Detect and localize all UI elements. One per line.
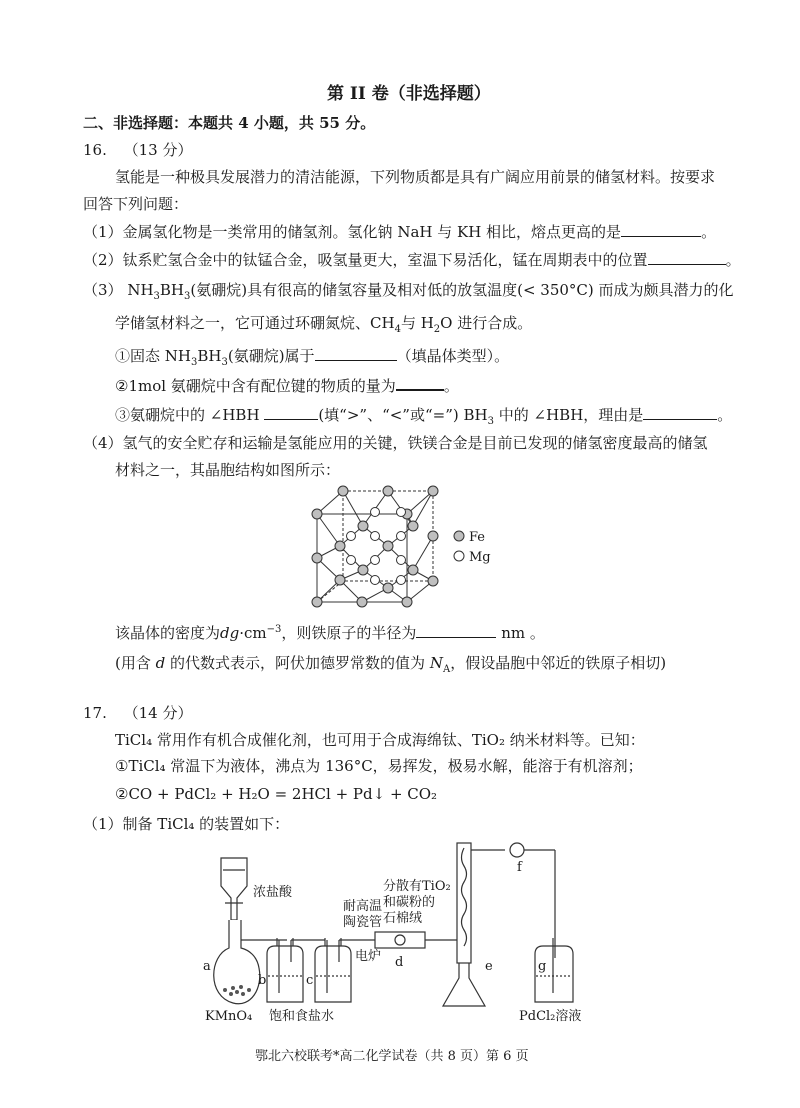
q16-part3-text-d: O 进行合成。 <box>440 314 533 332</box>
label-g: g <box>538 959 547 974</box>
q16-part3-cont: 学储氢材料之一，它可通过环硼氮烷、$CH_4$与 $H_2O$ 进行合成。 <box>115 314 533 335</box>
q16-density-b: ，则铁原子的半径为 <box>281 624 417 642</box>
apparatus-figure <box>195 838 605 1023</box>
label-brine: 饱和食盐水 <box>269 1009 335 1023</box>
q16-density-a: 该晶体的密度为 <box>115 624 221 642</box>
q17-header <box>83 703 193 723</box>
q17-known-2: ②CO + PdCl₂ + H₂O = 2HCl + Pd↓ + CO₂ <box>115 785 438 803</box>
label-tube-1: 耐高温 <box>343 899 383 914</box>
answer-blank[interactable] <box>416 622 496 638</box>
answer-blank[interactable] <box>396 374 444 391</box>
label-conc-hcl: 浓盐酸 <box>253 885 293 900</box>
q16-part3-label: （3） <box>83 281 123 299</box>
q16-part3-sub1-a: ①固态 NH <box>115 347 191 365</box>
label-f: f <box>517 860 522 875</box>
q16-density-unit: nm 。 <box>501 624 545 642</box>
q16-part3-sub3-b: (填“>”、“<”或“=”) BH <box>318 406 488 424</box>
q17-part1: （1）制备 TiCl₄ 的装置如下： <box>83 815 290 833</box>
answer-blank[interactable] <box>315 345 397 361</box>
legend-fe: Fe <box>469 530 486 545</box>
answer-blank[interactable] <box>621 221 701 237</box>
q16-header <box>83 140 193 160</box>
q16-part3-sub3-a: ③氨硼烷中的 ∠HBH <box>115 406 260 424</box>
q16-part3-sub1-c: （填晶体类型）。 <box>396 347 510 365</box>
q16-part2-text: （2）钛系贮氢合金中的钛锰合金，吸氢量更大，室温下易活化，锰在周期表中的位置 <box>83 251 648 269</box>
q16-score: （13 分） <box>123 141 193 159</box>
label-b: b <box>258 973 267 988</box>
q16-part3-text-c: 与 H <box>400 314 434 332</box>
label-furnace: 电炉 <box>355 949 382 964</box>
q16-part1: （1）金属氢化物是一类常用的储氢剂。氢化钠 NaH 与 KH 相比，熔点更高的是 。 <box>83 223 717 241</box>
q16-density: 该晶体的密度为$dg\cdot cm^{-3}$，则铁原子的半径为 nm 。 <box>115 624 545 642</box>
label-fill-3: 石棉绒 <box>383 911 423 926</box>
answer-blank[interactable] <box>643 404 717 420</box>
q17-score: （14 分） <box>123 704 193 722</box>
q16-part3-sub1: ①固态 $NH_3BH_3$(氨硼烷)属于 （填晶体类型）。 <box>115 347 510 368</box>
section-title: 第 II 卷（非选择题） <box>327 84 491 104</box>
label-c: c <box>306 973 314 988</box>
answer-blank[interactable] <box>648 249 726 265</box>
label-e: e <box>485 959 493 974</box>
q16-part2: （2）钛系贮氢合金中的钛锰合金，吸氢量更大，室温下易活化，锰在周期表中的位置 。 <box>83 251 741 269</box>
q16-note: (用含 d 的代数式表示，阿伏加德罗常数的值为 $N_A$，假设晶胞中邻近的铁原子相切) <box>115 654 667 675</box>
q16-number: 16. <box>83 141 107 159</box>
q17-intro: TiCl₄ 常用作有机合成催化剂，也可用于合成海绵钛、TiO₂ 纳米材料等。已知： <box>115 731 645 749</box>
q17-known-1: ①TiCl₄ 常温下为液体，沸点为 136°C，易挥发，极易水解，能溶于有机溶剂； <box>115 757 643 775</box>
answer-blank[interactable] <box>264 404 318 420</box>
label-d: d <box>395 955 404 970</box>
crystal-cell-figure <box>305 484 520 612</box>
q16-intro-1: 氢能是一种极具发展潜力的清洁能源，下列物质都是具有广阔应用前景的储氢材料。按要求 <box>115 168 716 186</box>
label-tube-2: 陶瓷管 <box>343 915 383 930</box>
q16-part3-sub2: ②1mol 氨硼烷中含有配位键的物质的量为 。 <box>115 374 459 396</box>
q16-part4-cont: 材料之一，其晶胞结构如图所示： <box>115 461 341 479</box>
q16-part4: （4）氢气的安全贮存和运输是氢能应用的关键，铁镁合金是目前已发现的储氢密度最高的储氢 <box>83 434 708 452</box>
section-heading: 二、非选择题：本题共 4 小题，共 55 分。 <box>83 114 376 132</box>
q16-part3-sub3: ③氨硼烷中的 ∠HBH (填“>”、“<”或“=”) $BH_3$ 中的 ∠HBH，理由是 。 <box>115 406 733 427</box>
legend-mg: Mg <box>469 550 491 565</box>
q16-part3-sub1-b: (氨硼烷)属于 <box>227 347 315 365</box>
q16-part3-text: (氨硼烷)具有很高的储氢容量及相对低的放氢温度(< 350°C) 而成为颇具潜力的化 <box>190 281 734 299</box>
q16-note-c: ，假设晶胞中邻近的铁原子相切) <box>450 654 667 672</box>
q16-note-b: 的代数式表示，阿伏加德罗常数的值为 <box>170 654 426 672</box>
label-a: a <box>203 959 211 974</box>
q16-part3-sub2-a: ②1mol 氨硼烷中含有配位键的物质的量为 <box>115 377 396 395</box>
label-fill-1: 分散有TiO₂ <box>383 879 451 894</box>
q16-intro-2: 回答下列问题： <box>83 195 189 213</box>
q16-part1-text: （1）金属氢化物是一类常用的储氢剂。氢化钠 NaH 与 KH 相比，熔点更高的是 <box>83 223 622 241</box>
q16-note-a: (用含 <box>115 654 151 672</box>
q17-number: 17. <box>83 704 107 722</box>
label-kmno4: KMnO₄ <box>205 1009 253 1023</box>
label-fill-2: 和碳粉的 <box>383 895 436 910</box>
q16-part3: （3） $NH_3BH_3$(氨硼烷)具有很高的储氢容量及相对低的放氢温度(< 350°C) 而成为颇具潜力的化 <box>83 281 734 302</box>
label-pdcl2: PdCl₂溶液 <box>519 1009 582 1023</box>
q16-part3-sub3-c: 中的 ∠HBH，理由是 <box>493 406 644 424</box>
page-footer: 鄂北六校联考*高二化学试卷（共 8 页）第 6 页 <box>255 1049 529 1064</box>
q16-part3-text-b: 学储氢材料之一，它可通过环硼氮烷、CH <box>115 314 395 332</box>
